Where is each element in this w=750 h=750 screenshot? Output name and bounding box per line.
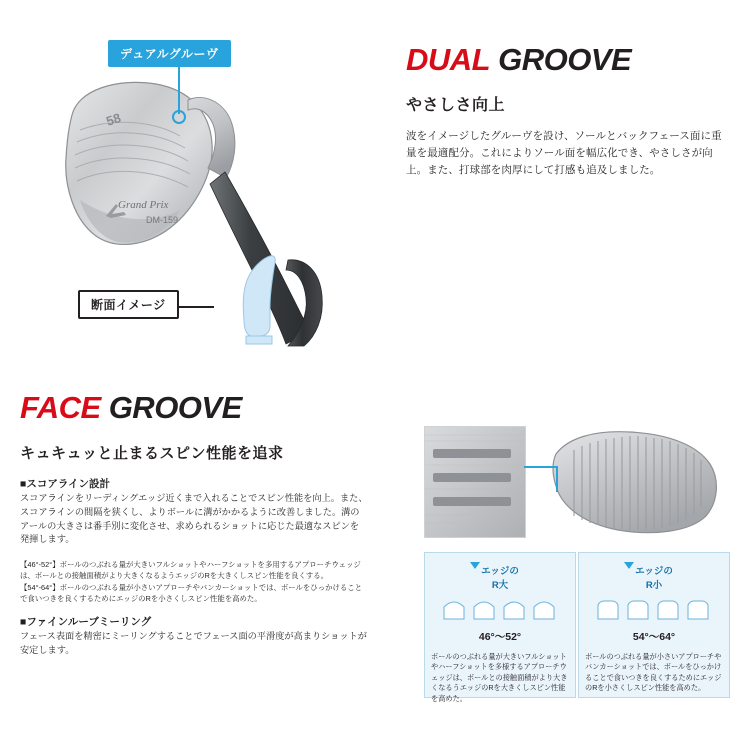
edge-panel-small-r-arrow-icon (624, 562, 634, 569)
face-groove-note1: 【46°-52°】ボールのつぶれる量が大きいフルショットやハーフショットを多用するアプローチウェッジは、ボールとの接触面積がより大きくなるようエッジのRを大きくしスピン性能を良くする。 (20, 560, 361, 580)
groove-connector-line-vertical (556, 466, 558, 492)
callout-cross-section (78, 290, 179, 319)
edge-panel-small-r-title-line1: エッジの (635, 566, 673, 577)
edge-panel-small-r-title-line2: R小 (645, 580, 663, 591)
club-model-stamp: DM-159 (146, 215, 179, 225)
face-groove-subheading: キュキュッと止まるスピン性能を追求 (20, 445, 284, 462)
edge-panel-small-r (578, 552, 730, 698)
callout-dual-groove-label: デュアルグルーヴ (108, 40, 231, 67)
callout-cross-section-leader (178, 306, 214, 308)
edge-small-r-diagram (594, 597, 714, 623)
dual-groove-body: 波をイメージしたグルーヴを設け、ソールとバックフェース面に重量を最適配分。これによりソール面を幅広化でき、やさしさが向上。また、打球部を肉厚にして打感も追及しました。 (406, 130, 722, 176)
face-groove-section2-body: フェース表面を精密にミーリングすることでフェース面の平滑度が高まりショットが安定します。 (20, 631, 367, 655)
callout-dual-groove (108, 40, 231, 67)
callout-dual-groove-leader (178, 66, 180, 114)
edge-panel-small-r-body: ボールのつぶれる量が小さいアプローチやバンカーショットでは、ボールをひっかけることで食いつきを良くするためにエッジのRを小さくしスピン性能を高めた。 (585, 652, 722, 693)
callout-dual-groove-marker (172, 110, 186, 124)
face-groove-heading-part2: GROOVE (108, 390, 242, 425)
dual-groove-heading-part1: DUAL (406, 42, 491, 77)
groove-macro-photo (424, 426, 526, 538)
edge-panel-large-r-arrow-icon (470, 562, 480, 569)
face-groove-note2: 【54°-64°】ボールのつぶれる量が小さいアプローチやバンカーショットでは、ボールをひっかけることで食いつきを良くするためにエッジのRを小さくしスピン性能を高めた。 (20, 583, 363, 603)
face-groove-heading (20, 392, 242, 423)
dual-groove-heading-part2: GROOVE (498, 42, 632, 77)
club-loft-stamp: 58 (104, 110, 123, 129)
face-groove-section2-label: ■ファインルーブミーリング (20, 616, 152, 628)
edge-panel-small-r-range: 54°〜64° (632, 631, 676, 643)
edge-panel-large-r-body: ボールのつぶれる量が大きいフルショットやハーフショットを多様するアプローチウェッジは、ボールとの接触面積がより大きくなるうエッジのRを大きくしスピン性能を高めた。 (431, 652, 568, 703)
edge-panel-large-r-range: 46°〜52° (478, 631, 522, 643)
svg-text:Grand Prix: Grand Prix (118, 199, 169, 211)
wedge-face-photo (540, 420, 730, 540)
club-head-svg (20, 60, 350, 360)
callout-cross-section-label: 断面イメージ (78, 290, 179, 319)
face-groove-section1-label: ■スコアライン設計 (20, 478, 111, 490)
edge-panel-large-r (424, 552, 576, 703)
face-groove-heading-part1: FACE (20, 390, 101, 425)
edge-panel-large-r-title-line1: エッジの (481, 566, 519, 577)
face-groove-section1-body: スコアラインをリーディングエッジ近くまで入れることでスピン性能を向上。また、スコアラインの間隔を狭くし、よりボールに溝がかかるように改善しました。溝のアールの大きさは番手別に変化させ、求められるショットに応じた最適なスピンを発揮します。 (20, 493, 368, 545)
edge-large-r-diagram (440, 597, 560, 623)
groove-connector-line (524, 466, 558, 468)
dual-groove-subheading: やさしさ向上 (406, 97, 506, 114)
club-head-illustration (20, 60, 350, 360)
dual-groove-heading (406, 44, 631, 75)
edge-panel-large-r-title-line2: R大 (491, 580, 509, 591)
